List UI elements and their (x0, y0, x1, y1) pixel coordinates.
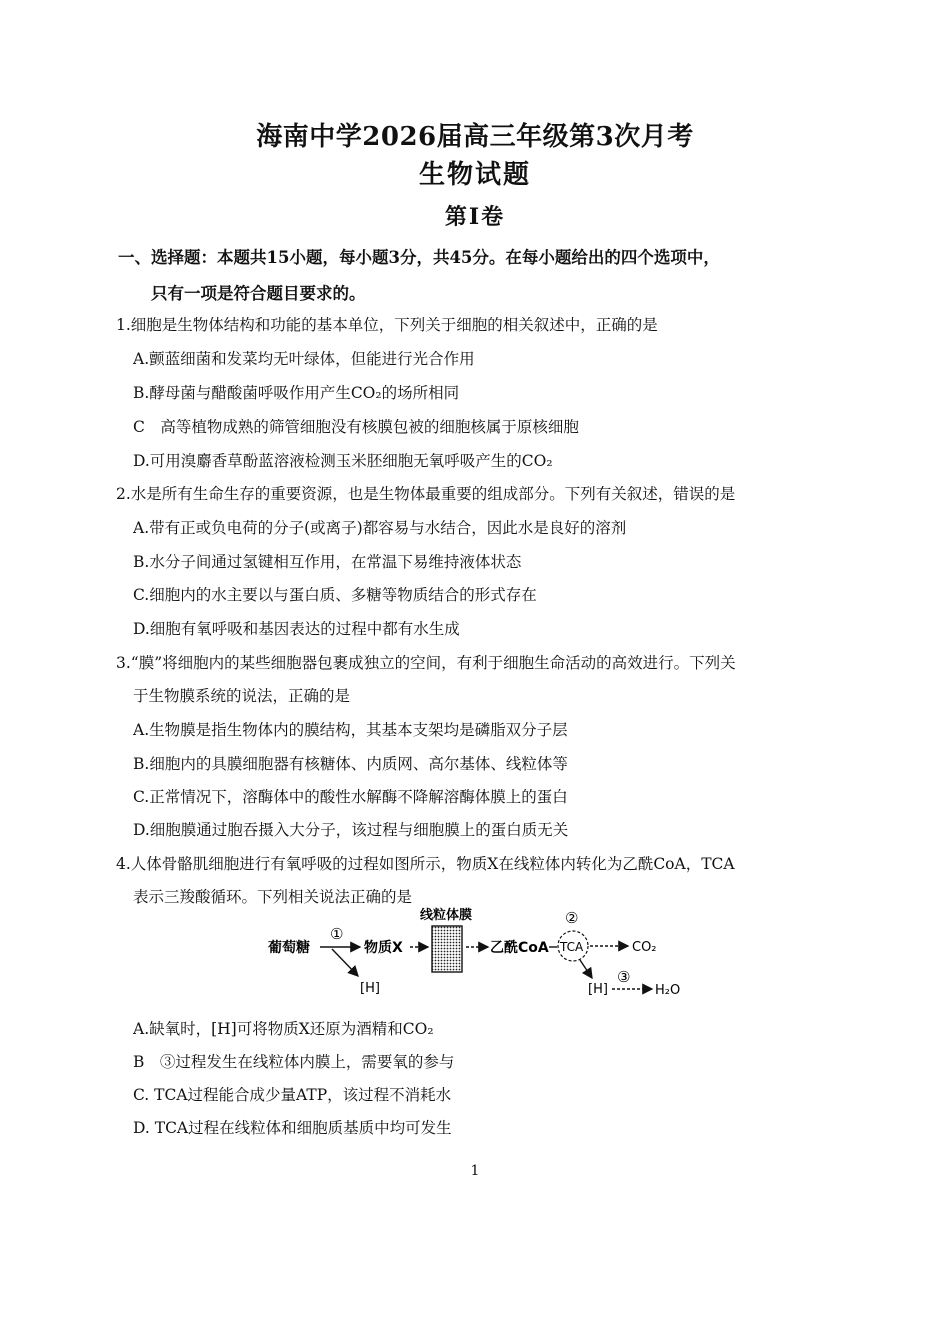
step-2-marker: ② (565, 909, 579, 927)
water-label: H₂O (655, 983, 681, 998)
substance-x-label: 物质X (364, 940, 403, 956)
question-3-stem-line1: 3.“膜”将细胞内的某些细胞器包裹成独立的空间，有利于细胞生命活动的高效进行。下列关 (116, 654, 736, 672)
section-instructions-line2: 只有一项是符合题目要求的。 (151, 284, 366, 303)
question-3-option-d: D.细胞膜通过胞吞摄入大分子，该过程与细胞膜上的蛋白质无关 (133, 821, 569, 839)
question-1-option-d: D.可用溴麝香草酚蓝溶液检测玉米胚细胞无氧呼吸产生的CO₂ (133, 452, 553, 470)
question-2-option-d: D.细胞有氧呼吸和基因表达的过程中都有水生成 (133, 620, 460, 638)
h-right-label: [H] (588, 982, 608, 997)
question-2-option-c: C.细胞内的水主要以与蛋白质、多糖等物质结合的形式存在 (133, 586, 537, 604)
question-3-option-b: B.细胞内的具膜细胞器有核糖体、内质网、高尔基体、线粒体等 (133, 755, 568, 773)
glucose-label: 葡萄糖 (268, 940, 310, 956)
question-3-option-c: C.正常情况下，溶酶体中的酸性水解酶不降解溶酶体膜上的蛋白 (133, 788, 568, 806)
question-2-stem: 2.水是所有生命生存的重要资源，也是生物体最重要的组成部分。下列有关叙述，错误的是 (116, 485, 736, 503)
volume-heading: 第Ⅰ卷 (444, 204, 506, 230)
question-4-option-c: C. TCA过程能合成少量ATP，该过程不消耗水 (133, 1086, 452, 1104)
co2-label: CO₂ (632, 940, 657, 955)
question-4-option-b: B ③过程发生在线粒体内膜上，需要氧的参与 (133, 1053, 455, 1071)
question-1-option-b: B.酵母菌与醋酸菌呼吸作用产生CO₂的场所相同 (133, 384, 460, 402)
section-instructions-line1: 一、选择题：本题共15小题，每小题3分，共45分。在每小题给出的四个选项中， (118, 248, 720, 267)
h-left-label: [H] (360, 981, 380, 996)
question-3-option-a: A.生物膜是指生物体内的膜结构，其基本支架均是磷脂双分子层 (133, 721, 568, 739)
question-2-option-b: B.水分子间通过氢键相互作用，在常温下易维持液体状态 (133, 553, 522, 571)
question-4-stem-line2: 表示三羧酸循环。下列相关说法正确的是 (133, 888, 413, 906)
tca-label: TCA (560, 940, 584, 954)
exam-subject: 生物试题 (418, 160, 531, 190)
exam-title: 海南中学2026届高三年级第3次月考 (256, 122, 694, 152)
question-4-stem-line1: 4.人体骨骼肌细胞进行有氧呼吸的过程如图所示，物质X在线粒体内转化为乙酰CoA，TCA (116, 855, 735, 873)
mitochondrial-membrane (432, 926, 462, 972)
arrow-tca-to-h (580, 960, 592, 978)
page-number: 1 (470, 1163, 480, 1179)
question-1-option-a: A.颤蓝细菌和发菜均无叶绿体，但能进行光合作用 (133, 350, 475, 368)
step-1-marker: ① (330, 925, 344, 943)
question-3-stem-line2: 于生物膜系统的说法，正确的是 (133, 687, 351, 705)
respiration-pathway-diagram (260, 902, 700, 1002)
question-2-option-a: A.带有正或负电荷的分子(或离子)都容易与水结合，因此水是良好的溶剂 (133, 519, 627, 537)
acetyl-coa-label: 乙酰CoA (490, 940, 549, 956)
question-1-option-c: C 高等植物成熟的筛管细胞没有核膜包被的细胞核属于原核细胞 (133, 418, 579, 436)
question-4-option-d: D. TCA过程在线粒体和细胞质基质中均可发生 (133, 1119, 452, 1137)
question-4-option-a: A.缺氧时，[H]可将物质X还原为酒精和CO₂ (133, 1020, 434, 1038)
arrow-glucose-to-h (332, 949, 358, 976)
membrane-label: 线粒体膜 (420, 908, 473, 923)
question-1-stem: 1.细胞是生物体结构和功能的基本单位，下列关于细胞的相关叙述中，正确的是 (116, 316, 658, 334)
step-3-marker: ③ (617, 968, 631, 986)
